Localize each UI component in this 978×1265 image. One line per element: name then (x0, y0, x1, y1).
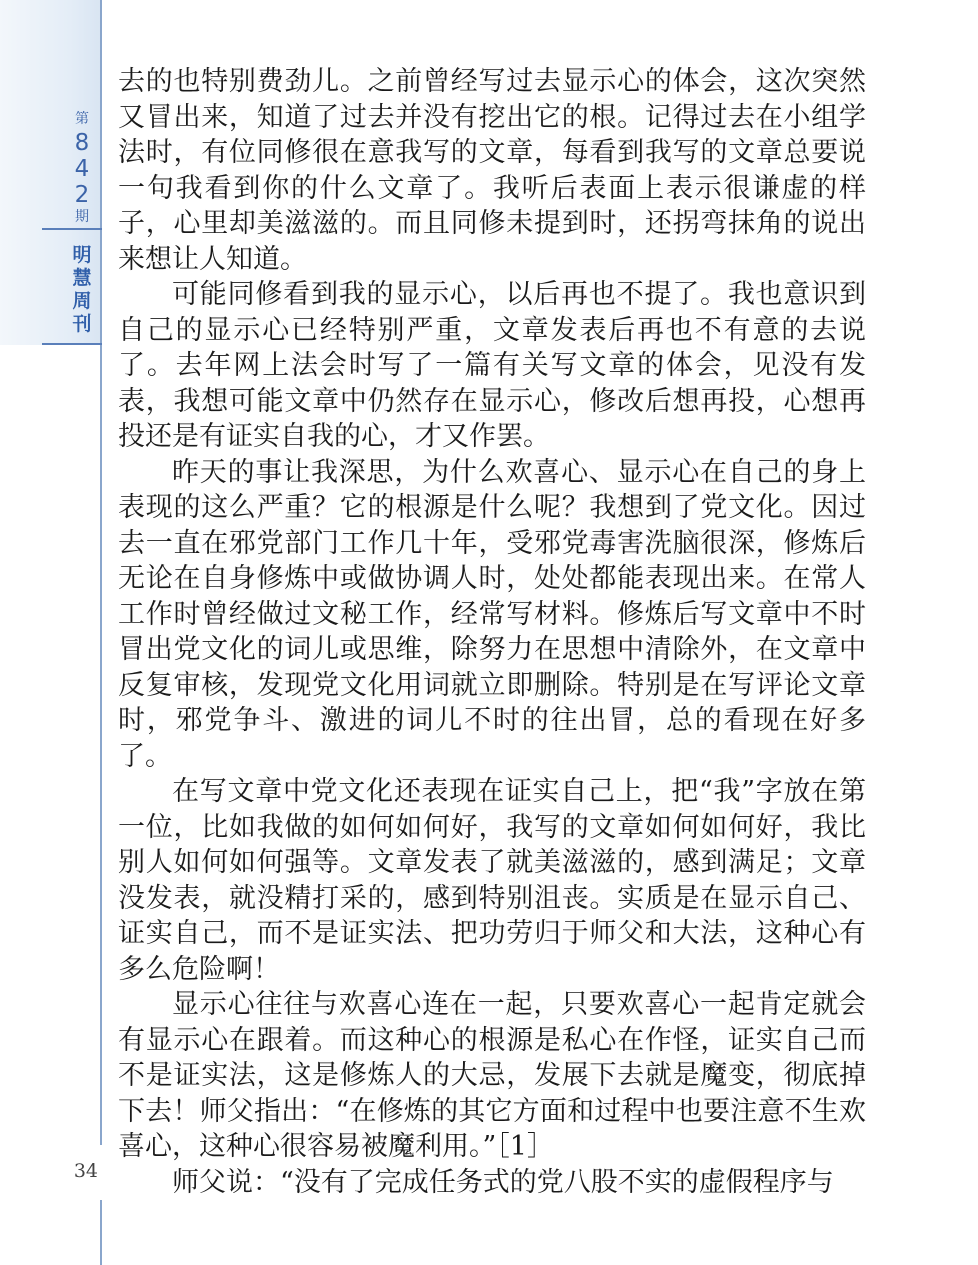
issue-prefix: 第 (75, 111, 89, 127)
paragraph: 可能同修看到我的显示心，以后再也不提了。我也意识到自己的显示心已经特别严重，文章发表后再也不有意的去说了。去年网上法会时写了一篇有关写文章的体会，见没有发表，我想可能文章中仍然存在显示心，修改后想再投，心想再投还是有证实自我的心，才又作罢。 (118, 279, 866, 452)
paragraph: 昨天的事让我深思，为什么欢喜心、显示心在自己的身上表现的这么严重？它的根源是什么呢？我想到了党文化。因过去一直在邪党部门工作几十年，受邪党毒害洗脑很深，修炼后无论在自身修炼中或做协调人时，处处都能表现出来。在常人工作时曾经做过文秘工作，经常写材料。修炼后写文章中不时冒出党文化的词儿或思维，除努力在思想中清除外，在文章中反复审核，发现党文化用词就立即删除。特别是在写评论文章时，邪党争斗、激进的词儿不时的往出冒，总的看现在好多了。 (118, 456, 866, 772)
sidebar-divider-bottom (42, 343, 102, 345)
brand-char: 周 (72, 290, 92, 312)
issue-digit: 2 (74, 182, 90, 208)
article-body (118, 64, 866, 1200)
margin-rule-gap (99, 1145, 103, 1200)
brand-char: 慧 (72, 267, 92, 289)
publication-name (64, 244, 100, 336)
paragraph: 师父说：“没有了完成任务式的党八股不实的虚假程序与 (172, 1166, 834, 1198)
sidebar-divider-top (42, 228, 102, 230)
paragraph: 在写文章中党文化还表现在证实自己上，把“我”字放在第一位，比如我做的如何如何好，我写的文章如何如何好，我比别人如何如何强等。文章发表了就美滋滋的，感到满足；文章没发表，就没精打采的，感到特别沮丧。实质是在显示自己、证实自己，而不是证实法、把功劳归于师父和大法，这种心有多么危险啊！ (118, 776, 866, 985)
issue-digit: 4 (74, 156, 90, 182)
paragraph: 去的也特别费劲儿。之前曾经写过去显示心的体会，这次突然又冒出来，知道了过去并没有挖出它的根。记得过去在小组学法时，有位同修很在意我写的文章，每看到我写的文章总要说一句我看到你的什么文章了。我听后表面上表示很谦虚的样子，心里却美滋滋的。而且同修未提到时，还拐弯抹角的说出来想让人知道。 (118, 66, 866, 275)
brand-char: 刊 (72, 313, 92, 335)
page-number: 34 (73, 1160, 98, 1182)
issue-number (62, 110, 102, 230)
paragraph: 显示心往往与欢喜心连在一起，只要欢喜心一起肯定就会有显示心在跟着。而这种心的根源是私心在作怪，证实自己而不是证实法，这是修炼人的大忌，发展下去就是魔变，彻底掉下去！师父指出：“在修炼的其它方面和过程中也要注意不生欢喜心，这种心很容易被魔利用。”［1］ (118, 989, 866, 1162)
issue-digit: 8 (74, 130, 90, 156)
brand-char: 明 (72, 244, 92, 266)
issue-suffix: 期 (75, 209, 89, 225)
